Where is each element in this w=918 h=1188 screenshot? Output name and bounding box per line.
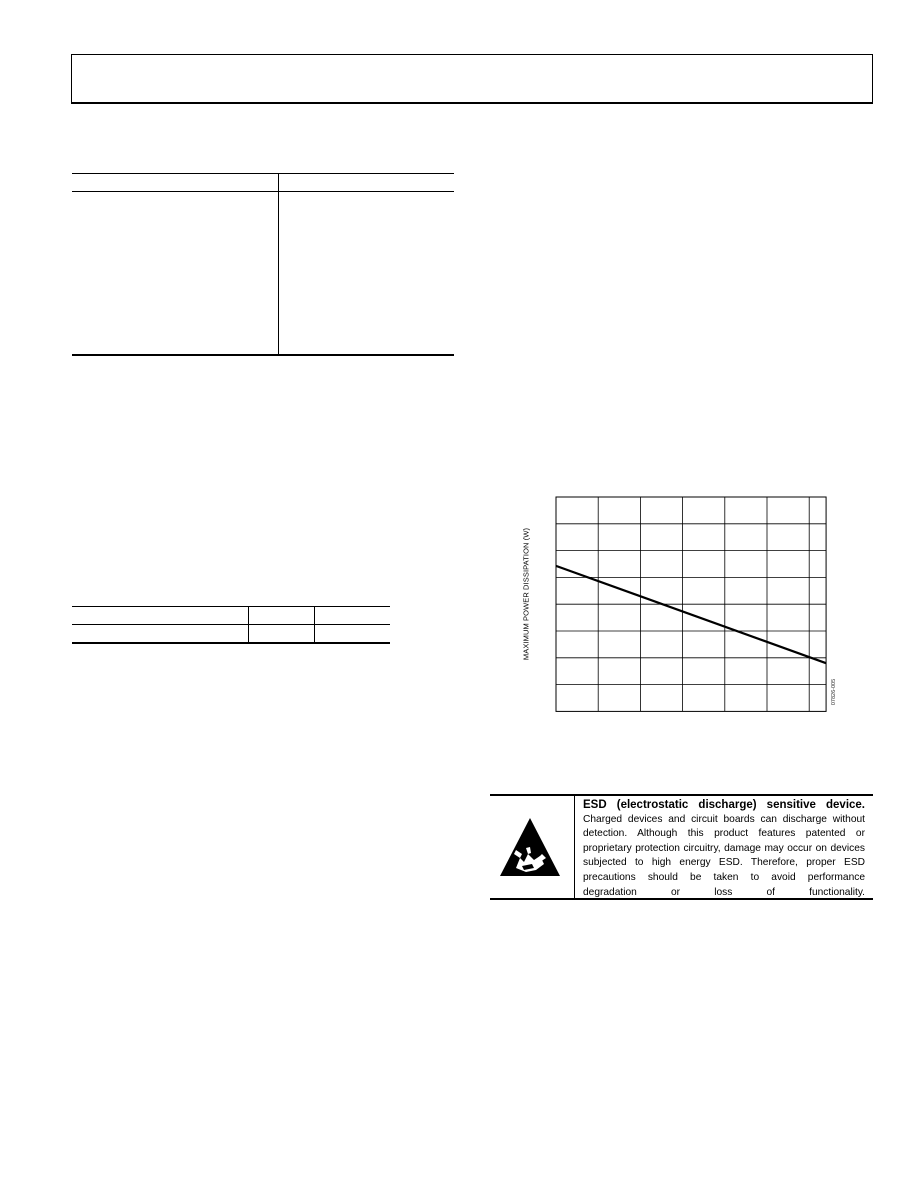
esd-body: Charged devices and circuit boards can discharge without detection. Although this product features patented or proprietary protection circuitry, damage may occur on devices subjected to high energy ESD. Therefore, proper ESD precautions should be taken to avoid performance degradation or loss of functionality. — [583, 813, 865, 898]
table-bottom-rule — [72, 354, 454, 356]
table-top-rule — [72, 173, 454, 174]
absolute-maximum-ratings-table — [72, 173, 454, 357]
table-header-rule — [72, 191, 454, 192]
esd-divider — [574, 796, 575, 898]
thermal-resistance-table — [72, 606, 390, 646]
series-line — [556, 566, 826, 663]
esd-title: ESD (electrostatic discharge) sensitive device. — [583, 799, 865, 811]
table-header-rule — [72, 624, 390, 625]
table-top-rule — [72, 606, 390, 607]
table-column-divider — [278, 173, 279, 355]
table-column-divider — [314, 606, 315, 643]
y-axis-label-text: MAXIMUM POWER DISSIPATION (W) — [521, 527, 531, 661]
esd-warning-box — [490, 794, 873, 900]
table-bottom-rule — [72, 642, 390, 644]
esd-warning-icon — [498, 814, 562, 878]
esd-text — [583, 798, 865, 900]
figure-code-text: 07826-005 — [831, 678, 837, 706]
chart-plot-area — [515, 490, 845, 720]
power-dissipation-chart — [515, 490, 845, 720]
table-column-divider — [248, 606, 249, 643]
page-header-box — [71, 54, 873, 104]
